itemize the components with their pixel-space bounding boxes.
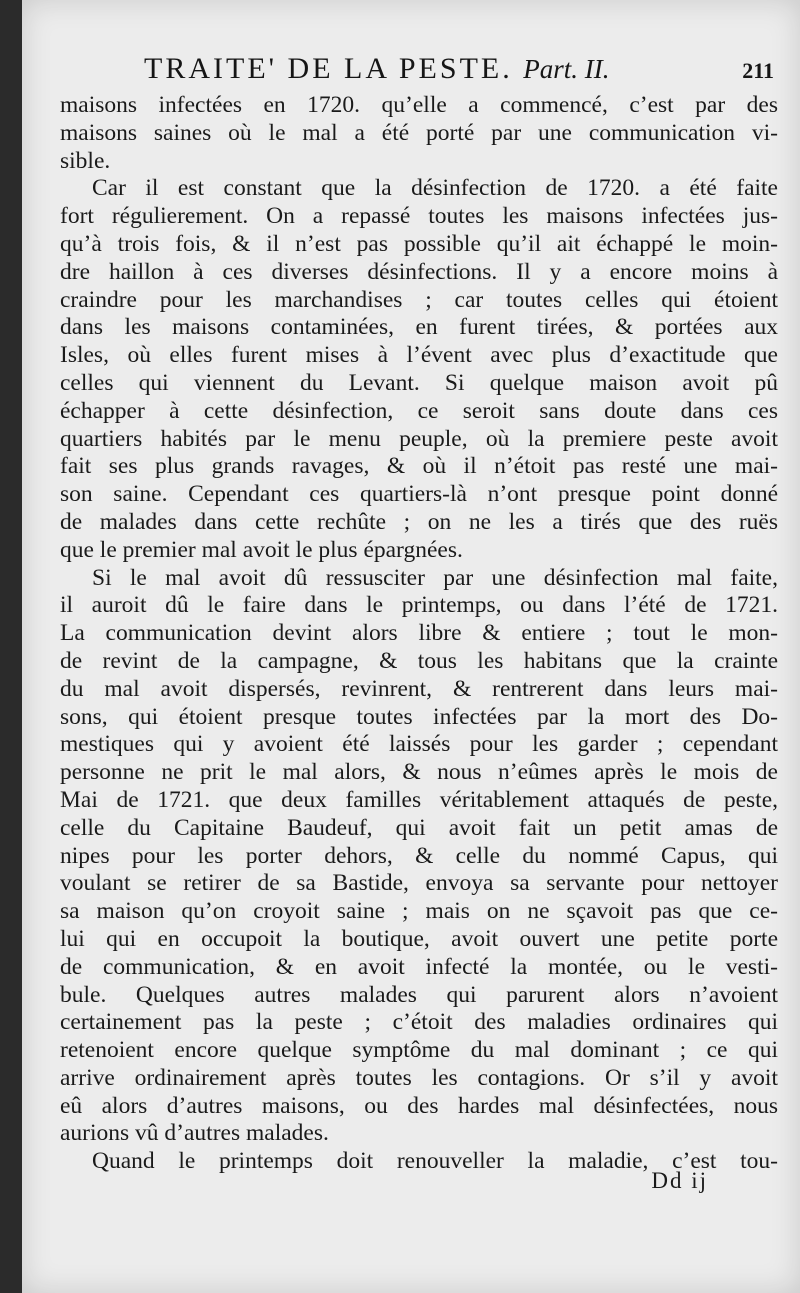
text-line: Quand le printemps doit renouveller la maladie, c’est tou- — [92, 1148, 778, 1175]
text-line: maisons saines où le mal a été porté par une communication vi- — [60, 119, 778, 146]
text-line: du mal avoit dispersés, revinrent, & rentrerent dans leurs mai- — [60, 675, 778, 702]
text-line: certainement pas la peste ; c’étoit des maladies ordinaires qui — [60, 1009, 778, 1036]
text-line: de communication, & en avoit infecté la montée, ou le vesti- — [60, 953, 778, 980]
text-line: qu’à trois fois, & il n’est pas possible qu’il ait échappé le moin- — [60, 230, 778, 257]
text-line: dre haillon à ces diverses désinfections. Il y a encore moins à — [60, 258, 778, 285]
running-title — [144, 52, 609, 86]
text-line: échapper à cette désinfection, ce seroit sans doute dans ces — [60, 397, 778, 424]
text-line: La communication devint alors libre & entiere ; tout le mon- — [60, 620, 778, 647]
text-line: lui qui en occupoit la boutique, avoit ouvert une petite porte — [60, 925, 778, 952]
text-line: Car il est constant que la désinfection de 1720. a été faite — [92, 175, 778, 202]
text-line: celles qui viennent du Levant. Si quelque maison avoit pû — [60, 369, 778, 396]
text-line: voulant se retirer de sa Bastide, envoya sa servante pour nettoyer — [60, 870, 778, 897]
text-line: personne ne prit le mal alors, & nous n’eûmes après le mois de — [60, 759, 778, 786]
text-line: fort régulierement. On a repassé toutes les maisons infectées jus- — [60, 203, 778, 230]
text-line: bule. Quelques autres malades qui parurent alors n’avoient — [60, 981, 778, 1008]
text-line: quartiers habités par le menu peuple, où la premiere peste avoit — [60, 425, 778, 452]
text-line: fait ses plus grands ravages, & où il n’étoit pas resté une mai- — [60, 453, 778, 480]
text-line: sons, qui étoient presque toutes infectées par la mort des Do- — [60, 703, 778, 730]
text-line: de revint de la campagne, & tous les habitans que la crainte — [60, 647, 778, 674]
text-line: sa maison qu’on croyoit saine ; mais on ne sçavoit pas que ce- — [60, 898, 778, 925]
text-line: celle du Capitaine Baudeuf, qui avoit fait un petit amas de — [60, 814, 778, 841]
text-line: Mai de 1721. que deux familles véritablement attaqués de peste, — [60, 786, 778, 813]
text-line: de malades dans cette rechûte ; on ne les a tirés que des ruës — [60, 508, 778, 535]
body-text — [60, 92, 778, 1176]
text-line: son saine. Cependant ces quartiers-là n’ont presque point donné — [60, 481, 778, 508]
text-line: que le premier mal avoit le plus épargnées. — [60, 536, 463, 563]
text-line: nipes pour les porter dehors, & celle du nommé Capus, qui — [60, 842, 778, 869]
text-line: aurions vû d’autres malades. — [60, 1120, 329, 1147]
book-page — [22, 0, 800, 1293]
text-line: Si le mal avoit dû ressusciter par une désinfection mal faite, — [92, 564, 778, 591]
text-line: mestiques qui y avoient été laissés pour les garder ; cependant — [60, 731, 778, 758]
part-label: Part. II. — [523, 54, 610, 84]
text-line: craindre pour les marchandises ; car toutes celles qui étoient — [60, 286, 778, 313]
text-line: retenoient encore quelque symptôme du mal dominant ; ce qui — [60, 1037, 778, 1064]
page-number: 211 — [742, 58, 774, 83]
text-line: arrive ordinairement après toutes les contagions. Or s’il y avoit — [60, 1064, 778, 1091]
text-line: eû alors d’autres maisons, ou des hardes mal désinfectées, nous — [60, 1092, 778, 1119]
text-line: dans les maisons contaminées, en furent tirées, & portées aux — [60, 314, 778, 341]
text-line: Isles, où elles furent mises à l’évent avec plus d’exactitude que — [60, 342, 778, 369]
running-head — [144, 52, 774, 92]
signature-mark: Dd ij — [651, 1168, 708, 1193]
text-line: sible. — [60, 147, 111, 174]
text-line: il auroit dû le faire dans le printemps, ou dans l’été de 1721. — [60, 592, 778, 619]
running-title-text: TRAITE' DE LA PESTE. — [144, 52, 513, 85]
text-line: maisons infectées en 1720. qu’elle a commencé, c’est par des — [60, 92, 778, 118]
